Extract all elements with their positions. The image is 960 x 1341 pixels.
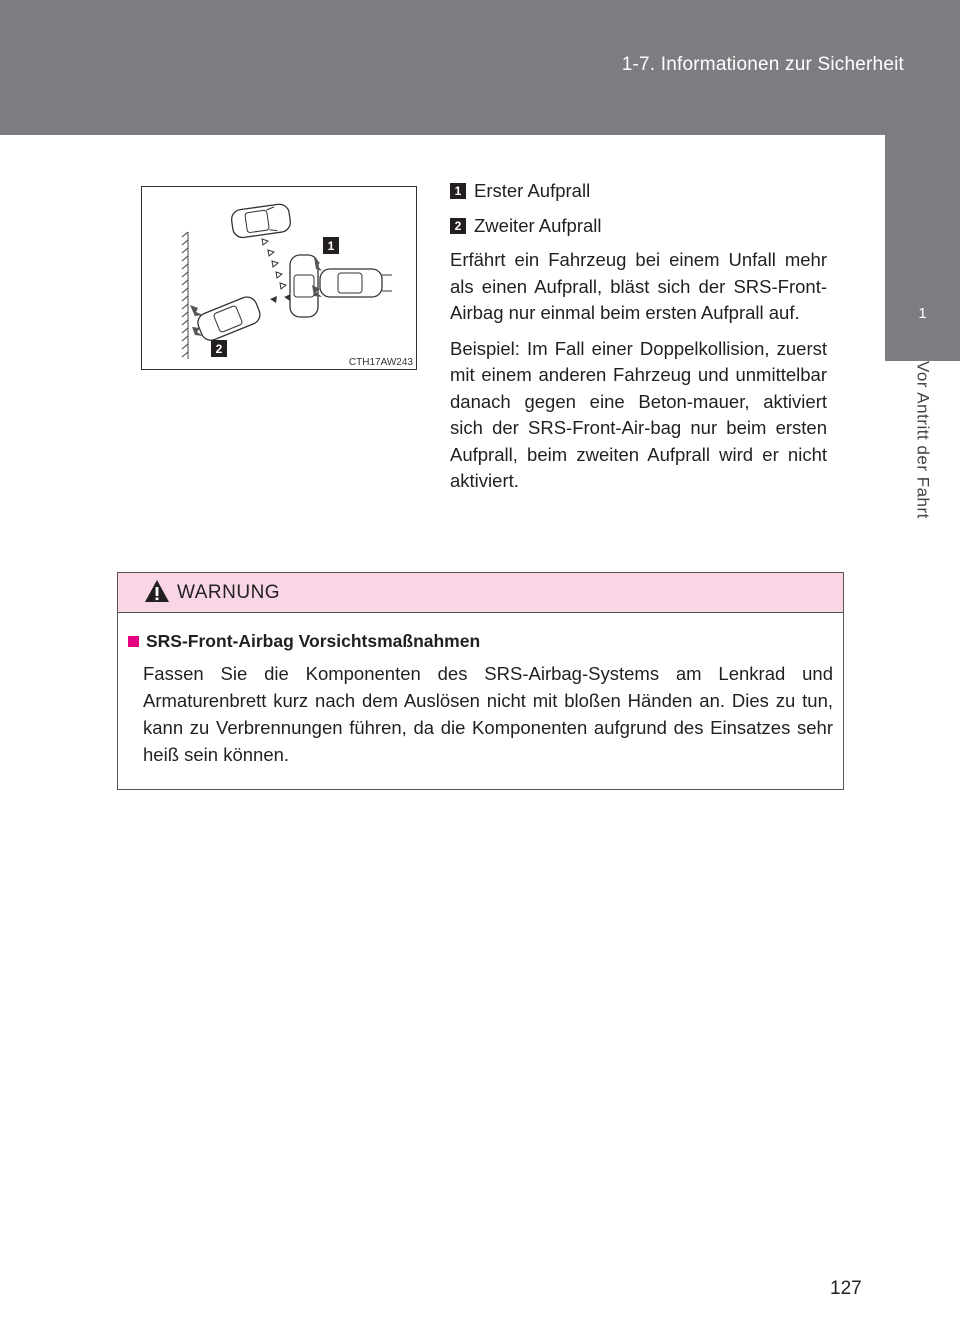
warning-subtitle-text: SRS-Front-Airbag Vorsichtsmaßnahmen: [146, 631, 481, 651]
path-arrows: [262, 239, 286, 289]
figure-code: CTH17AW243: [348, 357, 413, 368]
callout-label-2: 2: [215, 342, 223, 356]
paragraph-1: Erfährt ein Fahrzeug bei einem Unfall mehr als einen Aufprall, bläst sich der SRS-Front-Airbag nur einmal beim ersten Aufprall auf.: [450, 249, 827, 323]
page-number: 127: [830, 1278, 862, 1299]
car-initial: [230, 203, 291, 239]
paragraph-2: Beispiel: Im Fall einer Doppelkollision, zuerst mit einem anderen Fahrzeug und unmittelbar danach gegen eine Beton-mauer, aktiviert sich der SRS-Front-Air-bag nur beim ersten Aufprall, beim zweiten Aufprall wird er nicht aktiviert.: [450, 337, 827, 491]
item-label: Zweiter Aufprall: [474, 214, 602, 236]
chapter-number: 1: [918, 305, 927, 322]
warning-body: [118, 613, 843, 768]
section-title: 1-7. Informationen zur Sicherheit: [621, 54, 904, 75]
warning-title: WARNUNG: [177, 582, 281, 603]
warning-box: [117, 572, 844, 790]
chapter-label: [885, 361, 960, 561]
square-bullet-icon: [128, 636, 139, 647]
warning-header: [118, 573, 843, 613]
number-badge-2: 2: [450, 218, 466, 234]
number-badge-1: 1: [450, 183, 466, 199]
car-at-wall: [195, 294, 263, 343]
collision-illustration: [141, 186, 417, 370]
page-header: [0, 0, 960, 135]
collision-drawing: [142, 187, 416, 369]
warning-text: Fassen Sie die Komponenten des SRS-Airbag-Systems am Lenkrad und Armaturenbrett kurz nach dem Auslösen nicht mit bloßen Händen an. Dies zu tun, kann zu Verbrennungen führen, da die Komponenten aufgrund des Einsatzes sehr heiß sein können.: [143, 663, 833, 765]
callout-label-1: 1: [327, 239, 335, 253]
warning-subtitle: [128, 631, 833, 652]
list-item: [450, 178, 827, 205]
chapter-title: Vor Antritt der Fahrt: [913, 361, 933, 519]
warning-triangle-icon: [144, 579, 170, 603]
chapter-tab: [885, 135, 960, 361]
item-label: Erster Aufprall: [474, 180, 591, 201]
wall-hatch: [182, 232, 188, 359]
car-other: [320, 269, 392, 297]
list-item: [450, 213, 827, 240]
main-text: [450, 178, 827, 504]
